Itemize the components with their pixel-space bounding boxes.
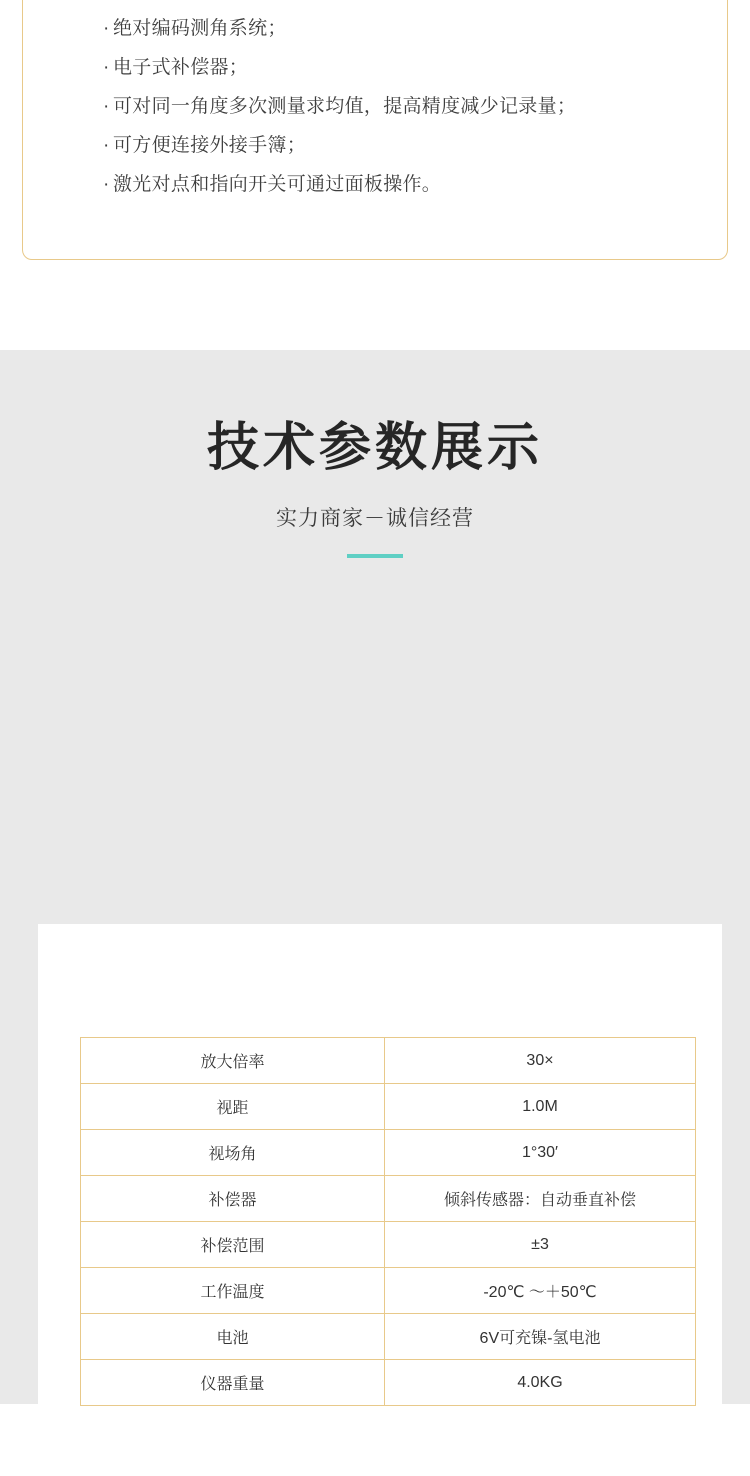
spec-label: 视场角 (81, 1130, 385, 1176)
list-item (103, 9, 703, 48)
bullet-icon: · (103, 57, 110, 78)
spec-label: 视距 (81, 1084, 385, 1130)
table-row (81, 1176, 696, 1222)
bullet-icon: · (103, 96, 110, 117)
feature-section (0, 0, 750, 350)
table-row (81, 1084, 696, 1130)
feature-text: 可对同一角度多次测量求均值，提高精度减少记录量； (113, 96, 577, 117)
table-row (81, 1038, 696, 1084)
spec-value: 30× (385, 1038, 696, 1084)
spec-label: 工作温度 (81, 1268, 385, 1314)
spec-value: -20℃ ～＋50℃ (385, 1268, 696, 1314)
table-row (81, 1222, 696, 1268)
spec-value: 1.0M (385, 1084, 696, 1130)
spec-value: 1°30′ (385, 1130, 696, 1176)
spec-value: 4.0KG (385, 1360, 696, 1406)
spec-value: 6V可充镍-氢电池 (385, 1314, 696, 1360)
list-item (103, 48, 703, 87)
table-row (81, 1130, 696, 1176)
spec-value: ±3 (385, 1222, 696, 1268)
table-row (81, 1268, 696, 1314)
spec-value: 倾斜传感器：自动垂直补偿 (385, 1176, 696, 1222)
table-row (81, 1314, 696, 1360)
feature-card (22, 0, 728, 260)
list-item (103, 165, 703, 204)
spec-label: 补偿范围 (81, 1222, 385, 1268)
bullet-icon: · (103, 174, 110, 195)
page-subtitle: 实力商家－诚信经营 (276, 507, 474, 530)
spec-label: 电池 (81, 1314, 385, 1360)
bullet-icon: · (103, 135, 110, 156)
parameters-section (0, 350, 750, 1404)
feature-list (103, 9, 703, 204)
spec-label: 补偿器 (81, 1176, 385, 1222)
title-divider (347, 554, 403, 558)
table-row (81, 1360, 696, 1406)
spec-card (38, 924, 722, 1476)
spec-table (80, 1037, 696, 1406)
list-item (103, 87, 703, 126)
bullet-icon: · (103, 18, 110, 39)
feature-text: 电子式补偿器； (113, 57, 249, 78)
feature-text: 激光对点和指向开关可通过面板操作。 (113, 174, 442, 195)
page-title: 技术参数展示 (206, 419, 543, 477)
feature-text: 绝对编码测角系统； (113, 18, 287, 39)
spec-label: 放大倍率 (81, 1038, 385, 1084)
list-item (103, 126, 703, 165)
feature-text: 可方便连接外接手簿； (113, 135, 307, 156)
spec-label: 仪器重量 (81, 1360, 385, 1406)
